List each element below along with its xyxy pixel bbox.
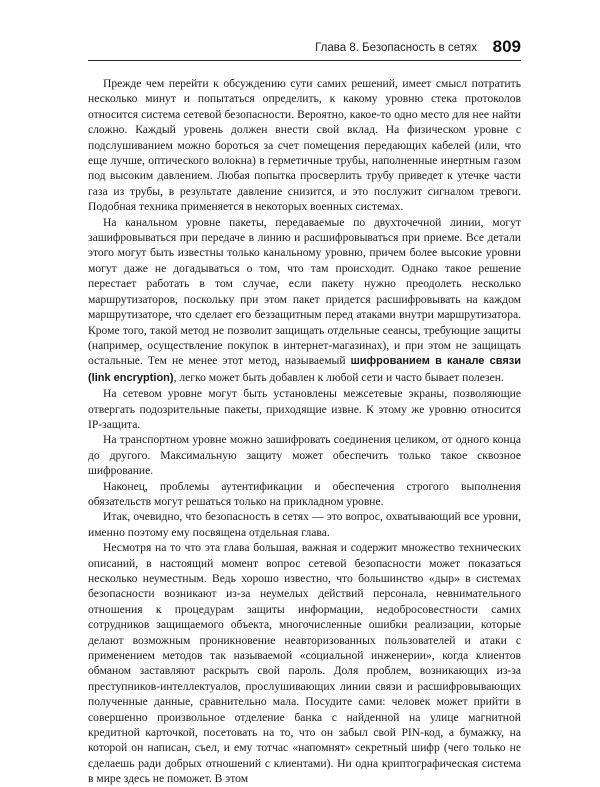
running-head: Глава 8. Безопасность в сетях bbox=[315, 42, 477, 54]
page-number: 809 bbox=[492, 37, 521, 56]
paragraph-transport-layer: На транспортном уровне можно зашифровать соединения целиком, от одного конца до другого. Максимальную защиту может обеспечить только такое сквозное шифрование. bbox=[88, 433, 521, 478]
paragraph-text: На канальном уровне пакеты, передаваемые по двухточечной линии, могут зашифровываться при передаче в линию и расшифровываться при приеме. Все детали этого могут быть известны только канальному уровню, причем более высокие уровни могут даже не догадываться о том, что там происходит. Однако такое решение перестает работать в том случае, если пакету нужно преодолеть несколько маршрутизаторов, поскольку при этом пакет придется расшифровывать на каждом маршрутизаторе, что сделает его беззащитным перед атаками внутри маршрутизатора. Кроме того, такой метод не позволит защищать отдельные сеансы, требующие защиты (например, осуществление покупок в интернет-магазинах), и при этом не защищать остальные. Тем не менее этот метод, называемый bbox=[88, 215, 521, 368]
body-text bbox=[88, 76, 521, 787]
page-header bbox=[88, 36, 521, 61]
paragraph-data-link-layer bbox=[88, 215, 521, 386]
paragraph-human-factor: Несмотря на то что эта глава большая, важная и содержит множество технических описаний, в настоящий момент вопрос сетевой безопасности может показаться несколько неуместным. Ведь хорошо известно, что большинство «дыр» в системах безопасности возникают из-за неумелых действий персонала, невнимательного отношения к процедурам защиты информации, недобросовестности самих сотрудников защищаемого объекта, многочисленные ошибки реализации, которые делают возможным проникновение неавторизованных пользователей и атаки с применением методов так называемой «социальной инженерии», когда клиентов обманом заставляют раскрыть свой пароль. Доля проблем, возникающих из-за преступников-интеллектуалов, прослушивающих линии связи и расшифровывающих полученные данные, сравнительно мала. Посудите сами: человек может прийти в совершенно произвольное отделение банка с найденной на улице магнитной кредитной карточкой, посетовать на то, что он забыл свой PIN-код, а бумажку, на которой он написан, съел, и ему тотчас «напомнят» секретный шифр (чего только не сделаешь ради добрых отношений с клиентами). Ни одна криптографическая система в мире здесь не поможет. В этом bbox=[88, 541, 521, 786]
paragraph-layers-intro: Прежде чем перейти к обсуждению сути самих решений, имеет смысл потратить несколько минут и попытаться определить, к какому уровню стека протоколов относится система сетевой безопасности. Вероятно, какое-то одно место для нее найти сложно. Каждый уровень должен внести свой вклад. На физическом уровне с подслушиванием можно бороться за счет помещения передающих кабелей (или, что еще лучше, оптического волокна) в герметичные трубы, наполненные инертным газом под высоким давлением. Любая попытка просверлить трубу приведет к утечке части газа из трубы, в результате давление снизится, и это послужит сигналом тревоги. Подобная техника применяется в некоторых военных системах. bbox=[88, 77, 521, 214]
paragraph-text: , легко может быть добавлен к любой сети и часто бывает полезен. bbox=[173, 370, 504, 384]
key-term: шифрованием в канале связи (link encryption) bbox=[88, 355, 522, 384]
paragraph-application-layer: Наконец, проблемы аутентификации и обеспечения строгого выполнения обязательств могут решаться только на прикладном уровне. bbox=[88, 479, 521, 508]
paragraph-network-layer: На сетевом уровне могут быть установлены межсетевые экраны, позволяющие отвергать подозрительные пакеты, приходящие извне. К этому же уровню относится IP-защита. bbox=[88, 387, 521, 431]
paragraph-conclusion: Итак, очевидно, что безопасность в сетях — это вопрос, охватывающий все уровни, именно поэтому ему посвящена отдельная глава. bbox=[88, 510, 521, 539]
